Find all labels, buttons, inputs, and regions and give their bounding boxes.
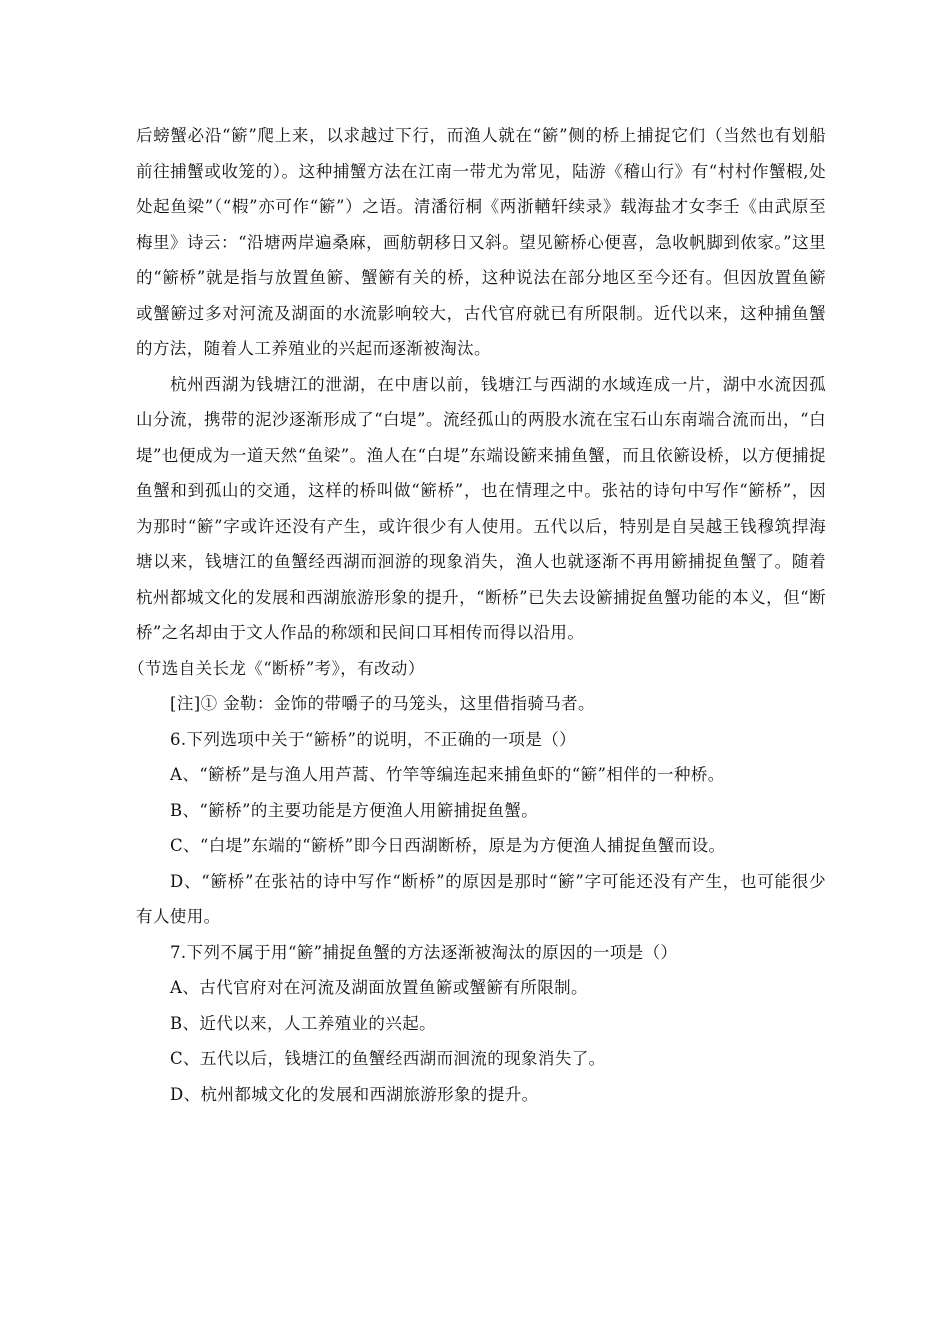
question-7-option-c: C、五代以后，钱塘江的鱼蟹经西湖而洄流的现象消失了。 bbox=[170, 1049, 606, 1068]
question-6-option-c: C、“白堤”东端的“簖桥”即今日西湖断桥，原是为方便渔人捕捉鱼蟹而设。 bbox=[170, 836, 726, 855]
question-7-option-b: B、近代以来，人工养殖业的兴起。 bbox=[170, 1013, 437, 1033]
question-6-option-a: A、“簖桥”是与渔人用芦蒿、竹竿等编连起来捕鱼虾的“簖”相伴的一种桥。 bbox=[170, 765, 725, 784]
question-7-option-d: D、杭州都城文化的发展和西湖旅游形象的提升。 bbox=[170, 1084, 539, 1104]
question-6-option-b: B、“簖桥”的主要功能是方便渔人用簖捕捉鱼蟹。 bbox=[170, 800, 539, 820]
question-7-stem: 7.下列不属于用“簖”捕捉鱼蟹的方法逐渐被淘汰的原因的一项是（） bbox=[170, 942, 678, 962]
passage-paragraph-1: 后螃蟹必沿“簖”爬上来，以求越过下行，而渔人就在“簖”侧的桥上捕捉它们（当然也有划船前往捕蟹或收笼的）。这种捕蟹方法在江南一带尤为常见，陆游《稽山行》有“村村作蟹椵,处处起鱼梁”（“椵”亦可作“簖”）之语。清潘衍桐《两浙輶轩续录》载海盐才女李壬《由武原至梅里》诗云：“沿塘两岸遍桑麻，画舫朝移日又斜。望见簖桥心便喜，急收帆脚到侬家。”这里的“簖桥”就是指与放置鱼簖、蟹簖有关的桥，这种说法在部分地区至今还有。但因放置鱼簖或蟹簖过多对河流及湖面的水流影响较大，古代官府就已有所限制。近代以来，这种捕鱼蟹的方法，随着人工养殖业的兴起而逐渐被淘汰。 bbox=[136, 126, 826, 358]
document-body bbox=[128, 118, 826, 1112]
passage-paragraph-2: 杭州西湖为钱塘江的泄湖，在中唐以前，钱塘江与西湖的水域连成一片，湖中水流因孤山分流，携带的泥沙逐渐形成了“白堤”。流经孤山的两股水流在宝石山东南端合流而出，“白堤”也便成为一道天然“鱼梁”。渔人在“白堤”东端设簖来捕鱼蟹，而且依簖设桥，以方便捕捉鱼蟹和到孤山的交通，这样的桥叫做“簖桥”，也在情理之中。张祜的诗句中写作“簖桥”，因为那时“簖”字或许还没有产生，或许很少有人使用。五代以后，特别是自吴越王钱穆筑捍海塘以来，钱塘江的鱼蟹经西湖而洄游的现象消失，渔人也就逐渐不再用簖捕捉鱼蟹了。随着杭州都城文化的发展和西湖旅游形象的提升，“断桥”已失去设簖捕捉鱼蟹功能的本义，但“断桥”之名却由于文人作品的称颂和民间口耳相传而得以沿用。 bbox=[136, 374, 826, 642]
annotation-note: [注]① 金勒：金饰的带嚼子的马笼头，这里借指骑马者。 bbox=[170, 694, 595, 713]
question-6-stem: 6.下列选项中关于“簖桥”的说明，不正确的一项是（） bbox=[170, 729, 577, 749]
source-citation: （节选自关长龙《“断桥”考》，有改动） bbox=[128, 658, 425, 678]
question-6-option-d: D、“簖桥”在张祜的诗中写作“断桥”的原因是那时“簖”字可能还没有产生，也可能很少有人使用。 bbox=[136, 871, 826, 926]
question-7-option-a: A、古代官府对在河流及湖面放置鱼簖或蟹簖有所限制。 bbox=[170, 978, 588, 997]
